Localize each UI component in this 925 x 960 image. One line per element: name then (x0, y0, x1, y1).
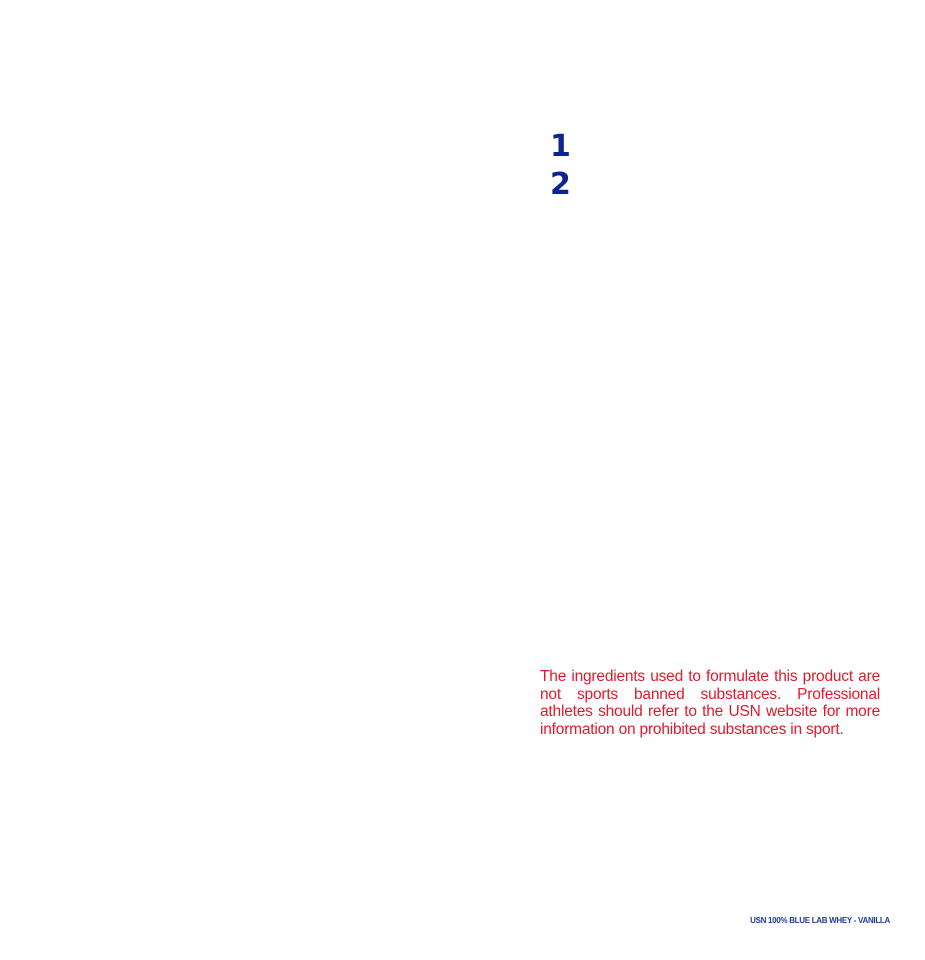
banned-substances-notice: The ingredients used to formulate this product are not sports banned substances. Professional athletes should refer to the USN website for more information on prohibited substances in sport. (540, 668, 880, 738)
step-number-list (550, 128, 590, 204)
step-number-1: 1 (550, 129, 571, 164)
product-footer-label: USN 100% BLUE LAB WHEY - VANILLA (750, 916, 890, 925)
step-number-2: 2 (550, 167, 571, 202)
